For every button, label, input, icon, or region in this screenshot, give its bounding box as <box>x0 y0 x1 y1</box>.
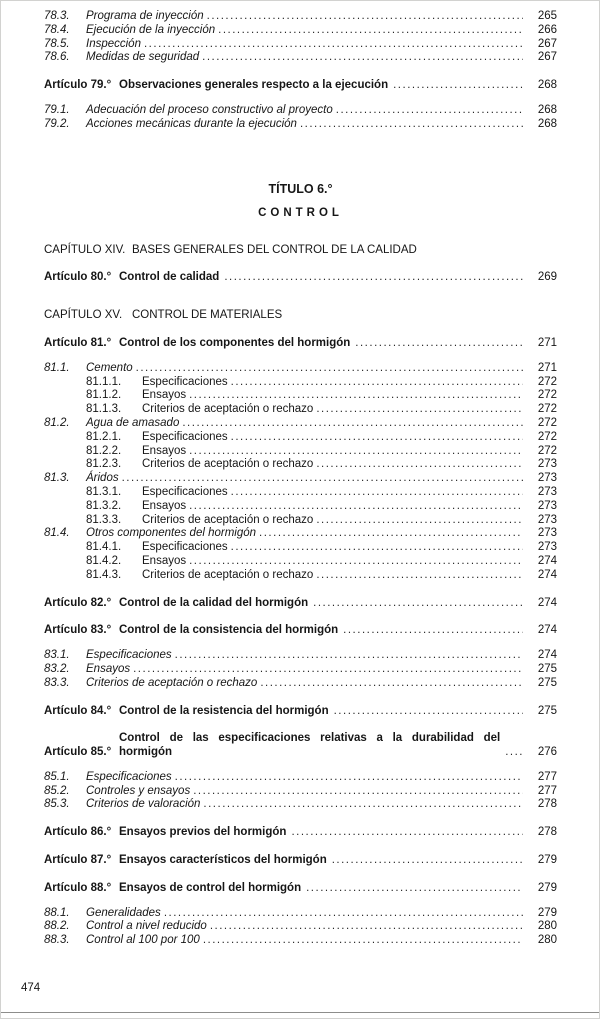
toc-entry-row <box>44 527 557 541</box>
entry-title: Agua de amasado <box>86 416 180 429</box>
dot-leader <box>316 403 523 417</box>
dot-leader <box>136 362 523 376</box>
entry-title: Ensayos <box>86 662 131 675</box>
toc-entry-row <box>44 472 557 486</box>
entry-title: Acciones mecánicas durante la ejecución <box>86 117 297 130</box>
dot-leader <box>316 514 523 528</box>
entry-page-number: 279 <box>537 854 557 867</box>
entry-title: Especificaciones <box>86 649 172 662</box>
dot-leader <box>306 882 523 896</box>
toc-entry-row <box>44 920 557 934</box>
entry-body <box>119 826 557 840</box>
entry-body <box>142 569 557 583</box>
entry-page-number: 272 <box>537 375 557 388</box>
entry-page-number: 268 <box>537 117 557 130</box>
entry-body <box>86 649 557 663</box>
entry-body <box>119 882 557 896</box>
entry-page-number: 272 <box>537 389 557 402</box>
entry-page-number: 274 <box>537 649 557 662</box>
entry-number: 78.4. <box>44 23 70 36</box>
entry-title: Especificaciones <box>142 375 228 388</box>
entry-number: Artículo 86.° <box>44 826 112 839</box>
toc-entry-row <box>44 663 557 677</box>
toc-entry-row <box>44 376 557 390</box>
entry-page-number: 272 <box>537 416 557 429</box>
entry-title: Ejecución de la inyección <box>86 23 216 36</box>
entry-number: 79.2. <box>44 117 70 130</box>
toc-entry-row <box>44 798 557 812</box>
dot-leader <box>231 541 523 555</box>
entry-page-number: 280 <box>537 920 557 933</box>
toc-entry-row <box>44 24 557 38</box>
toc-entry-row <box>44 514 557 528</box>
entry-title: Control de las especificaciones relativas a la durabilidad del hormigón <box>119 732 501 759</box>
entry-body <box>119 732 557 760</box>
dot-leader <box>343 624 523 638</box>
entry-page-number: 272 <box>537 444 557 457</box>
entry-page-number: 271 <box>537 336 557 349</box>
entry-number: 81.1.3. <box>86 403 122 416</box>
entry-number: 78.5. <box>44 37 70 50</box>
dot-leader <box>355 337 523 351</box>
toc-entry-row <box>44 389 557 403</box>
chapter-row <box>44 309 557 323</box>
entry-body <box>142 500 557 514</box>
dot-leader <box>189 500 523 514</box>
entry-body <box>132 309 557 323</box>
entry-page-number: 279 <box>537 906 557 919</box>
entry-number: Artículo 80.° <box>44 271 112 284</box>
entry-title: Control al 100 por 100 <box>86 934 200 947</box>
entry-body <box>119 79 557 93</box>
entry-body <box>142 514 557 528</box>
entry-page-number: 266 <box>537 23 557 36</box>
chapter-row <box>44 244 557 258</box>
entry-body <box>119 597 557 611</box>
dot-leader <box>316 458 523 472</box>
toc-entry-row <box>44 403 557 417</box>
entry-body <box>86 417 557 431</box>
dot-leader <box>202 51 523 65</box>
dot-leader <box>207 10 523 24</box>
entry-page-number: 273 <box>537 458 557 471</box>
entry-title: Programa de inyección <box>86 10 204 22</box>
dot-leader <box>231 486 523 500</box>
entry-page-number: 278 <box>537 826 557 839</box>
toc-entry-row <box>44 771 557 785</box>
toc-entry-row <box>44 907 557 921</box>
dot-leader <box>259 527 523 541</box>
article-row <box>44 826 557 840</box>
dot-leader <box>189 445 523 459</box>
dot-leader <box>224 271 523 285</box>
entry-body <box>119 854 557 868</box>
entry-body <box>119 624 557 638</box>
article-row <box>44 624 557 638</box>
subtitle-heading: CONTROL <box>258 206 343 219</box>
entry-body <box>86 920 557 934</box>
entry-page-number: 273 <box>537 499 557 512</box>
dot-leader <box>313 597 523 611</box>
entry-title: Cemento <box>86 361 133 374</box>
dot-leader <box>175 771 523 785</box>
entry-page-number: 279 <box>537 881 557 894</box>
entry-page-number: 273 <box>537 527 557 540</box>
entry-page-number: 277 <box>537 784 557 797</box>
entry-body <box>142 541 557 555</box>
entry-number: 85.1. <box>44 770 70 783</box>
dot-leader <box>189 389 523 403</box>
entry-body <box>142 376 557 390</box>
entry-title: Áridos <box>86 472 119 485</box>
entry-title: Otros componentes del hormigón <box>86 527 257 540</box>
page-bottom-edge <box>1 1012 599 1013</box>
entry-body <box>119 705 557 719</box>
toc-entry-row <box>44 445 557 459</box>
entry-number: Artículo 88.° <box>44 881 112 894</box>
entry-title: CONTROL DE MATERIALES <box>132 309 283 322</box>
entry-body <box>142 458 557 472</box>
entry-page-number: 274 <box>537 624 557 637</box>
entry-number: Artículo 81.° <box>44 336 112 349</box>
entry-number: Artículo 83.° <box>44 624 112 637</box>
entry-body <box>132 244 557 258</box>
dot-leader <box>316 569 523 583</box>
entry-page-number: 267 <box>537 37 557 50</box>
entry-number: 83.3. <box>44 676 70 689</box>
title-heading: TÍTULO 6.° <box>268 181 333 196</box>
entry-page-number: 268 <box>537 79 557 92</box>
entry-page-number: 280 <box>537 934 557 947</box>
entry-number: 88.1. <box>44 906 70 919</box>
entry-title: BASES GENERALES DEL CONTROL DE LA CALIDAD <box>132 243 417 256</box>
entry-title: Control de los componentes del hormigón <box>119 336 351 349</box>
toc-entry-row <box>44 362 557 376</box>
entry-body <box>86 118 557 132</box>
entry-body <box>119 337 557 351</box>
entry-number: 81.4.2. <box>86 554 122 567</box>
entry-title: Especificaciones <box>142 430 228 443</box>
entry-number: 81.4.1. <box>86 541 122 554</box>
dot-leader <box>300 118 523 132</box>
entry-page-number: 267 <box>537 51 557 64</box>
entry-number: 81.2. <box>44 416 70 429</box>
entry-title: Controles y ensayos <box>86 784 191 797</box>
entry-title: Especificaciones <box>86 770 172 783</box>
dot-leader <box>122 472 523 486</box>
entry-number: 78.3. <box>44 10 70 22</box>
toc-entry-row <box>44 431 557 445</box>
dot-leader <box>260 677 523 691</box>
entry-number: Artículo 85.° <box>44 746 112 759</box>
entry-number: 88.3. <box>44 934 70 947</box>
entry-title: Adecuación del proceso constructivo al proyecto <box>86 103 333 116</box>
dot-leader <box>336 104 523 118</box>
article-row <box>44 337 557 351</box>
entry-body <box>86 51 557 65</box>
entry-page-number: 273 <box>537 485 557 498</box>
entry-body <box>86 771 557 785</box>
entry-page-number: 274 <box>537 596 557 609</box>
entry-number: 81.1.1. <box>86 375 122 388</box>
entry-body <box>142 555 557 569</box>
toc-entry-row <box>44 569 557 583</box>
entry-title: Criterios de aceptación o rechazo <box>142 568 314 581</box>
article-row <box>44 597 557 611</box>
toc-entry-row <box>44 104 557 118</box>
toc-entry-row <box>44 555 557 569</box>
entry-number: Artículo 79.° <box>44 79 112 92</box>
dot-leader <box>332 854 523 868</box>
entry-number: 81.3.1. <box>86 485 122 498</box>
dot-leader <box>231 431 523 445</box>
entry-page-number: 274 <box>537 554 557 567</box>
entry-page-number: 278 <box>537 798 557 811</box>
entry-number: Artículo 84.° <box>44 704 112 717</box>
entry-title: Ensayos característicos del hormigón <box>119 854 327 867</box>
entry-number: Artículo 87.° <box>44 854 112 867</box>
entry-page-number: 273 <box>537 472 557 485</box>
dot-leader <box>334 705 523 719</box>
dot-leader <box>505 746 523 760</box>
entry-number: 81.3.3. <box>86 513 122 526</box>
entry-title: Especificaciones <box>142 541 228 554</box>
dot-leader <box>193 785 523 799</box>
toc-entry-row <box>44 458 557 472</box>
entry-title: Criterios de aceptación o rechazo <box>142 403 314 416</box>
toc-entry-row <box>44 500 557 514</box>
entry-title: Ensayos <box>142 499 187 512</box>
entry-body <box>119 271 557 285</box>
toc-entry-row <box>44 785 557 799</box>
entry-page-number: 276 <box>537 746 557 759</box>
entry-number: 83.1. <box>44 649 70 662</box>
entry-body <box>86 663 557 677</box>
entry-page-number: 268 <box>537 103 557 116</box>
entry-page-number: 271 <box>537 361 557 374</box>
entry-body <box>86 527 557 541</box>
entry-page-number: 275 <box>537 704 557 717</box>
entry-page-number: 273 <box>537 513 557 526</box>
toc-entry-row <box>44 486 557 500</box>
article-row <box>44 854 557 868</box>
entry-page-number: 265 <box>537 10 557 22</box>
entry-title: Ensayos <box>142 389 187 402</box>
entry-number: 83.2. <box>44 662 70 675</box>
toc-entry-row <box>44 51 557 65</box>
dot-leader <box>133 663 523 677</box>
entry-body <box>142 486 557 500</box>
entry-body <box>86 104 557 118</box>
toc-entry-row <box>44 10 557 24</box>
entry-page-number: 277 <box>537 770 557 783</box>
toc-entries <box>1 1 599 948</box>
entry-page-number: 272 <box>537 403 557 416</box>
dot-leader <box>164 907 523 921</box>
entry-title: Control de la consistencia del hormigón <box>119 624 339 637</box>
entry-title: Control de calidad <box>119 271 220 284</box>
entry-title: Control de la calidad del hormigón <box>119 596 309 609</box>
entry-body <box>86 677 557 691</box>
entry-title: Ensayos <box>142 554 187 567</box>
entry-number: Artículo 82.° <box>44 596 112 609</box>
entry-body <box>86 934 557 948</box>
toc-entry-row <box>44 38 557 52</box>
article-row <box>44 79 557 93</box>
entry-page-number: 269 <box>537 271 557 284</box>
dot-leader <box>175 649 523 663</box>
entry-number: 81.2.1. <box>86 430 122 443</box>
toc-entry-row <box>44 118 557 132</box>
entry-title: Criterios de valoración <box>86 798 201 811</box>
article-row <box>44 732 557 760</box>
entry-page-number: 274 <box>537 568 557 581</box>
toc-entry-row <box>44 649 557 663</box>
entry-title: Observaciones generales respecto a la ejecución <box>119 79 389 92</box>
dot-leader <box>144 38 523 52</box>
entry-page-number: 273 <box>537 541 557 554</box>
entry-number: 81.4.3. <box>86 568 122 581</box>
entry-number: 81.3. <box>44 472 70 485</box>
folio-page-number: 474 <box>21 982 41 994</box>
entry-body <box>86 362 557 376</box>
dot-leader <box>182 417 523 431</box>
dot-leader <box>203 798 523 812</box>
entry-body <box>86 785 557 799</box>
dot-leader <box>231 376 523 390</box>
entry-body <box>86 38 557 52</box>
entry-body <box>142 389 557 403</box>
entry-body <box>86 10 557 24</box>
toc-entry-row <box>44 677 557 691</box>
entry-page-number: 275 <box>537 662 557 675</box>
entry-number: CAPÍTULO XIV. <box>44 243 126 256</box>
entry-number: 81.2.3. <box>86 458 122 471</box>
article-row <box>44 882 557 896</box>
entry-title: Criterios de aceptación o rechazo <box>142 458 314 471</box>
dot-leader <box>210 920 523 934</box>
entry-body <box>86 24 557 38</box>
entry-title: Criterios de aceptación o rechazo <box>142 513 314 526</box>
entry-title: Ensayos <box>142 444 187 457</box>
article-row <box>44 271 557 285</box>
entry-body <box>142 445 557 459</box>
entry-title: Generalidades <box>86 906 161 919</box>
entry-number: 79.1. <box>44 103 70 116</box>
entry-body <box>86 798 557 812</box>
article-row <box>44 705 557 719</box>
toc-entry-row <box>44 934 557 948</box>
entry-number: 88.2. <box>44 920 70 933</box>
entry-body <box>142 431 557 445</box>
dot-leader <box>291 826 523 840</box>
entry-title: Inspección <box>86 37 141 50</box>
entry-body <box>86 907 557 921</box>
dot-leader <box>203 934 523 948</box>
entry-number: 81.1.2. <box>86 389 122 402</box>
entry-number: 81.4. <box>44 527 70 540</box>
entry-number: 81.2.2. <box>86 444 122 457</box>
entry-title: Medidas de seguridad <box>86 51 200 64</box>
entry-title: Especificaciones <box>142 485 228 498</box>
entry-number: 78.6. <box>44 51 70 64</box>
entry-title: Ensayos previos del hormigón <box>119 826 287 839</box>
entry-title: Control a nivel reducido <box>86 920 207 933</box>
entry-number: 81.3.2. <box>86 499 122 512</box>
toc-entry-row <box>44 417 557 431</box>
entry-body <box>86 472 557 486</box>
entry-title: Ensayos de control del hormigón <box>119 881 302 894</box>
entry-page-number: 275 <box>537 676 557 689</box>
entry-body <box>142 403 557 417</box>
entry-number: 81.1. <box>44 361 70 374</box>
entry-number: 85.3. <box>44 798 70 811</box>
toc-entry-row <box>44 541 557 555</box>
dot-leader <box>189 555 523 569</box>
dot-leader <box>218 24 523 38</box>
dot-leader <box>393 79 523 93</box>
entry-number: CAPÍTULO XV. <box>44 309 123 322</box>
entry-title: Criterios de aceptación o rechazo <box>86 676 258 689</box>
entry-title: Control de la resistencia del hormigón <box>119 704 329 717</box>
entry-page-number: 272 <box>537 430 557 443</box>
entry-number: 85.2. <box>44 784 70 797</box>
